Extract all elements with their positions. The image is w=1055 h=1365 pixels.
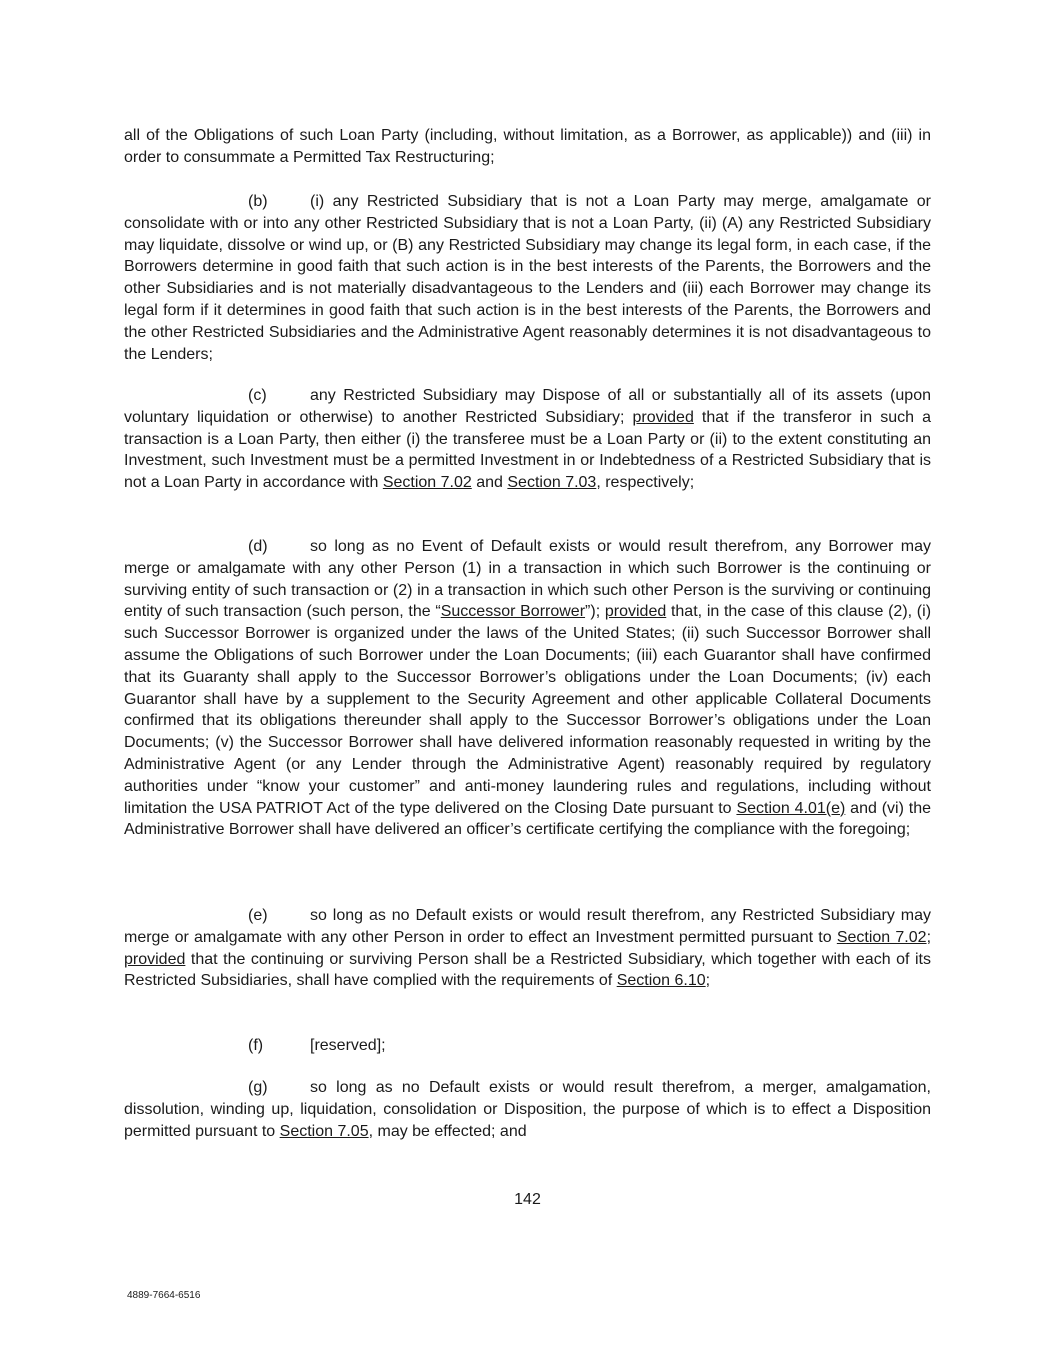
paragraph-a-continuation [124, 125, 931, 169]
paragraph-text: all of the Obligations of such Loan Party (including, without limitation, as a Borrower, as applicable)) and (iii) in order to consummate a Permitted Tax Restructuring; [124, 127, 931, 166]
provided-term: provided [604, 603, 667, 621]
clause-label: (b) [248, 193, 268, 210]
paragraph-text: so long as no Default exists or would result therefrom, any Restricted Subsidiary may merge or amalgamate with any other Person in order to effect an Investment permitted pursuant to [124, 907, 931, 946]
document-id: 4889-7664-6516 [127, 1290, 201, 1301]
section-6-10-reference[interactable]: Section 6.10 [616, 972, 706, 990]
paragraph-text: , may be effected; and [368, 1122, 527, 1140]
clause-label: (f) [248, 1037, 264, 1054]
paragraph-text: ; [705, 972, 711, 990]
paragraph-text: and [471, 474, 508, 492]
section-7-02-reference[interactable]: Section 7.02 [382, 474, 472, 492]
paragraph-e [124, 905, 931, 992]
successor-borrower-term: Successor Borrower [440, 603, 586, 621]
clause-label: (d) [248, 538, 268, 555]
section-7-05-reference[interactable]: Section 7.05 [279, 1122, 369, 1140]
clause-label: (e) [248, 907, 268, 924]
section-4-01e-reference[interactable]: Section 4.01(e) [736, 799, 846, 817]
paragraph-text: ”); [585, 603, 605, 621]
paragraph-b [124, 191, 931, 365]
paragraph-text: , respectively; [596, 474, 695, 492]
paragraph-d [124, 536, 931, 841]
provided-term: provided [632, 408, 694, 426]
paragraph-text: any Restricted Subsidiary may Dispose of all or substantially all of its assets (upon voluntary liquidation or otherwise) to another Restricted Subsidiary; [124, 387, 931, 426]
paragraph-f [124, 1035, 931, 1057]
paragraph-text: (i) any Restricted Subsidiary that is not a Loan Party may merge, amalgamate or consolidate with or into any other Restricted Subsidiary that is not a Loan Party, (ii) (A) any Restricted Subsidiary may liquidate, dissolve or wind up, or (B) any Restricted Subsidiary may change its legal form, in each case, if the Borrowers determine in good faith that such action is in the best interests of the Parents, the Borrowers and the other Subsidiaries and is not materially disadvantageous to the Lenders and (iii) each Borrower may change its legal form if it determines in good faith that such action is in the best interests of the Parents, the Borrowers and the other Restricted Subsidiaries and the Administrative Agent reasonably determines it is not disadvantageous to the Lenders; [124, 193, 931, 363]
paragraph-text: that if the transferor in such a transaction is a Loan Party, then either (i) the transferee must be a Loan Party or (ii) to the extent constituting an Investment, such Investment must be a permitted Investment in or Indebtedness of a Restricted Subsidiary that is not a Loan Party in accordance with [124, 408, 931, 492]
page-number: 142 [514, 1191, 541, 1208]
paragraph-g [124, 1077, 931, 1142]
section-7-03-reference[interactable]: Section 7.03 [507, 474, 597, 492]
paragraph-text: so long as no Event of Default exists or would result therefrom, any Borrower may merge or amalgamate with any other Person (1) in a transaction in which such Borrower is the continuing or surviving entity of such transaction or (2) in a transaction in which such other Person is the surviving or continuing entity of such transaction (such person, the “ [124, 538, 931, 621]
clause-label: (g) [248, 1079, 268, 1096]
paragraph-text: that the continuing or surviving Person shall be a Restricted Subsidiary, which together with each of its Restricted Subsidiaries, shall have complied with the requirements of [124, 950, 931, 990]
paragraph-c [124, 385, 931, 494]
section-7-02-reference[interactable]: Section 7.02 [836, 928, 927, 946]
paragraph-text: ; [926, 928, 932, 946]
clause-label: (c) [248, 387, 267, 404]
paragraph-text: [reserved]; [310, 1037, 386, 1054]
paragraph-text: and (vi) the Administrative Borrower shall have delivered an officer’s certificate certifying the compliance with the foregoing; [124, 799, 932, 839]
paragraph-text: so long as no Default exists or would result therefrom, a merger, amalgamation, dissolution, winding up, liquidation, consolidation or Disposition, the purpose of which is to effect a Disposition permitted pursuant to [124, 1079, 931, 1140]
paragraph-text: that, in the case of this clause (2), (i) such Successor Borrower is organized under the laws of the United States; (ii) such Successor Borrower shall assume the Obligations of such Borrower under the Loan Documents; (iii) each Guarantor shall have confirmed that its Guaranty shall apply to the Successor Borrower’s obligations under the Loan Documents; (iv) each Guarantor shall have by a supplement to the Security Agreement and other applicable Collateral Documents confirmed that its obligations thereunder shall apply to the Successor Borrower’s obligations under the Loan Documents; (v) the Successor Borrower shall have delivered information reasonably requested in writing by the Administrative Agent (or any Lender through the Administrative Agent) reasonably required by regulatory authorities under “know your customer” and anti-money laundering rules and regulations, including without limitation the USA PATRIOT Act of the type delivered on the Closing Date pursuant to [124, 603, 932, 817]
provided-term: provided [124, 950, 186, 968]
